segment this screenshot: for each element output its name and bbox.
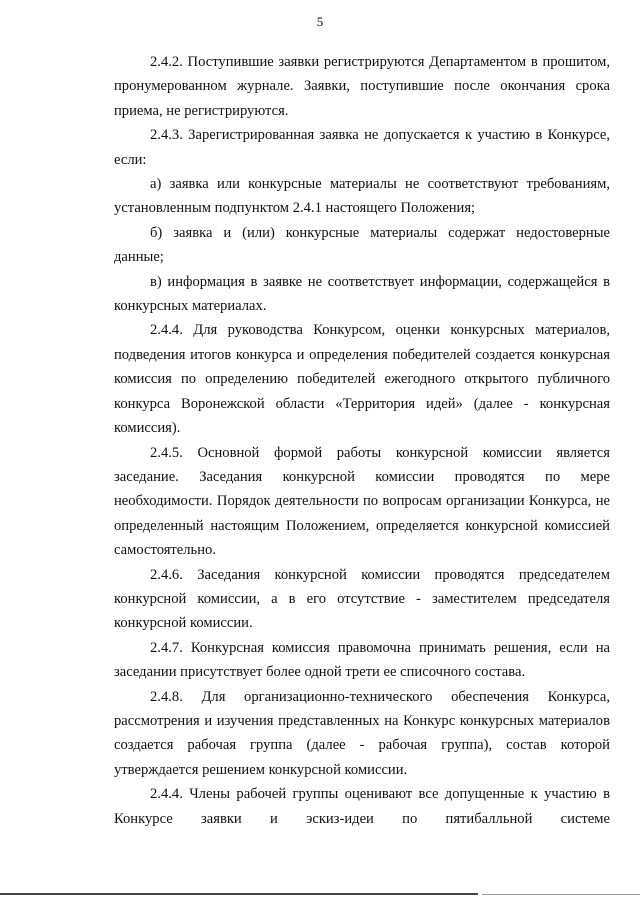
footer-rule (0, 893, 478, 895)
paragraph-2-4-4: 2.4.4. Для руководства Конкурсом, оценки конкурсных материалов, подведения итогов конкурса и определения победителей создается конкурсная комиссия по определению победителей ежегодного открытого публичного конкурса Воронежской области «Территория идей» (далее - конкурсная комиссия). (114, 322, 610, 437)
list-item-b: б) заявка и (или) конкурсные материалы содержат недостоверные данные; (114, 224, 610, 266)
paragraph-2-4-8: 2.4.8. Для организационно-технического обеспечения Конкурса, рассмотрения и изучения представленных на Конкурс конкурсных материалов создается рабочая группа (далее - рабочая группа), состав которой утверждается решением конкурсной комиссии. (114, 688, 610, 778)
paragraph-2-4-4-members: 2.4.4. Члены рабочей группы оценивают все допущенные к участию в Конкурсе заявки и эскиз-идеи по пятибалльной системе (114, 786, 610, 827)
paragraph-2-4-3: 2.4.3. Зарегистрированная заявка не допускается к участию в Конкурсе, если: (114, 127, 610, 168)
paragraph-2-4-7: 2.4.7. Конкурсная комиссия правомочна принимать решения, если на заседании присутствует более одной трети ее списочного состава. (114, 639, 610, 681)
footer-rule-light (482, 894, 640, 895)
page-number: 5 (316, 14, 324, 29)
paragraph-2-4-5: 2.4.5. Основной формой работы конкурсной комиссии является заседание. Заседания конкурсной комиссии проводятся по мере необходимости. Порядок деятельности по вопросам организации Конкурса, не определенный настоящим Положением, определяется конкурсной комиссией самостоятельно. (114, 444, 610, 559)
paragraph-2-4-2: 2.4.2. Поступившие заявки регистрируются Департаментом в прошитом, пронумерованном журнале. Заявки, поступившие после окончания срока приема, не регистрируются. (114, 54, 610, 119)
paragraph-2-4-6: 2.4.6. Заседания конкурсной комиссии проводятся председателем конкурсной комиссии, а в его отсутствие - заместителем председателя конкурсной комиссии. (114, 566, 610, 632)
list-item-c: в) информация в заявке не соответствует информации, содержащейся в конкурсных материалах. (114, 273, 610, 315)
document-body (114, 50, 610, 831)
list-item-a: а) заявка или конкурсные материалы не соответствуют требованиям, установленным подпунктом 2.4.1 настоящего Положения; (114, 176, 610, 217)
